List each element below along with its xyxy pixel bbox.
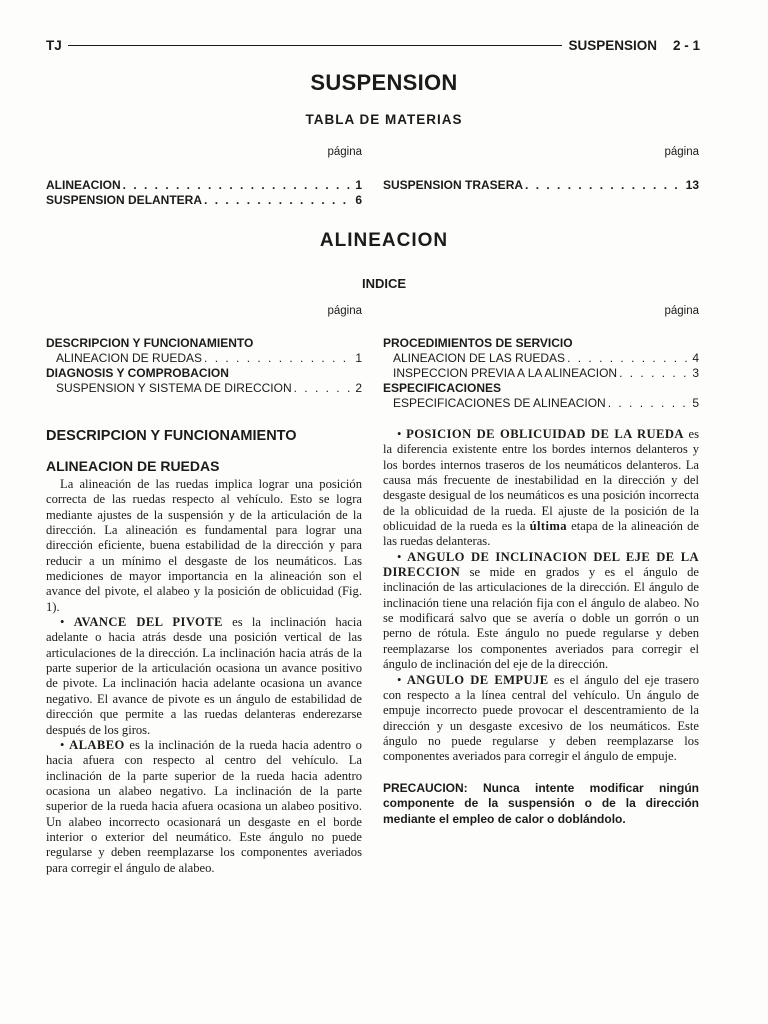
index-title: INDICE — [361, 276, 407, 291]
toc-entry-label: SUSPENSION DELANTERA — [46, 193, 203, 207]
index-entry-label: ESPECIFICACIONES DE ALINEACION — [393, 396, 606, 410]
toc-pagina-label-left: página — [327, 146, 362, 158]
leader-dots — [204, 351, 353, 366]
header-section: SUSPENSION — [568, 37, 657, 53]
index-right-column — [383, 336, 699, 411]
index-entry-label: SUSPENSION Y SISTEMA DE DIRECCION — [56, 381, 292, 395]
index-pagina-label-left: página — [327, 305, 362, 317]
bullet-term: AVANCE DEL PIVOTE — [73, 615, 223, 630]
section-title: ALINEACION — [319, 230, 449, 251]
header-left-code: TJ — [46, 37, 62, 53]
bullet-text: es el ángulo del eje trasero con respecto a la línea central del vehículo. Un ángulo de empuje incorrecto puede provocar el descentramiento de la dirección y un desgaste excesivo de los neumáticos. Este ángulo no puede regularse y deben reemplazarse los componentes averiados para corregir el ángulo de empuje. — [383, 672, 699, 764]
bullet-icon: • — [397, 672, 402, 687]
index-entry-page: 5 — [692, 396, 699, 410]
toc-entry[interactable] — [46, 178, 362, 193]
bullet-icon: • — [60, 615, 65, 630]
toc-entry-page: 6 — [355, 193, 362, 207]
bullet-paragraph — [46, 738, 362, 876]
toc-right-column — [383, 178, 699, 193]
bullet-term: ANGULO DE INCLINACION DEL EJE DE LA DIRECCION — [383, 549, 699, 580]
index-entry-page: 1 — [355, 351, 362, 365]
bullet-text: es la inclinación hacia adelante o hacia atrás desde una posición vertical de las articulaciones de la dirección. La inclinación hacia atrás de la parte superior de la articulación ocasiona un avance positivo de pivote. La inclinación hacia adelante ocasiona un avance negativo. El avance de pivote es un ángulo de estabilidad de dirección que permite a las ruedas delanteras enderezarse después de los giros. — [46, 615, 362, 737]
index-entry[interactable] — [383, 396, 699, 411]
index-entry-label: INSPECCION PREVIA A LA ALINEACION — [393, 366, 618, 380]
running-header — [46, 34, 700, 56]
bullet-term: POSICION DE OBLICUIDAD DE LA RUEDA — [406, 427, 684, 441]
bullet-term: ANGULO DE EMPUJE — [406, 672, 549, 687]
body-right-column — [383, 427, 699, 827]
body-heading: DESCRIPCION Y FUNCIONAMIENTO — [46, 428, 297, 444]
index-entry[interactable] — [383, 351, 699, 366]
bullet-text-after: etapa de la alineación de las ruedas delanteras. — [383, 519, 699, 549]
index-heading: DESCRIPCION Y FUNCIONAMIENTO — [46, 336, 254, 350]
index-pagina-label-right: página — [664, 305, 699, 317]
intro-paragraph: La alineación de las ruedas implica lograr una posición correcta de las ruedas respecto al vehículo. Esto se logra mediante ajustes de la suspensión y de la articulación de la dirección. La alineación es fundamental para lograr una dirección eficiente, buena estabilidad de la dirección y para reducir a un mínimo el desgaste de los neumáticos. Las mediciones de mayor importancia en la alineación son el avance del pivote, el alabeo y la posición de oblicuidad (Fig. 1). — [46, 477, 362, 614]
index-entry-page: 4 — [692, 351, 699, 365]
leader-dots — [608, 396, 691, 411]
body-left-column — [46, 428, 362, 876]
index-entry-label: ALINEACION DE RUEDAS — [56, 351, 203, 365]
index-entry[interactable] — [46, 351, 362, 366]
leader-dots — [567, 351, 690, 366]
body-subheading: ALINEACION DE RUEDAS — [46, 458, 220, 474]
index-entry-page: 2 — [355, 381, 362, 395]
index-entry[interactable] — [46, 381, 362, 396]
toc-entry[interactable] — [46, 193, 362, 208]
index-heading: DIAGNOSIS Y COMPROBACION — [46, 366, 229, 380]
bullet-paragraph — [383, 427, 699, 550]
bullet-icon: • — [397, 549, 402, 564]
leader-dots — [123, 178, 354, 193]
bullet-paragraph — [383, 550, 699, 673]
toc-entry-label: ALINEACION — [46, 178, 121, 192]
leader-dots — [619, 366, 690, 381]
bullet-term: ALABEO — [69, 737, 125, 752]
toc-pagina-label-right: página — [664, 146, 699, 158]
toc-title: TABLA DE MATERIAS — [305, 112, 463, 127]
bullet-icon: • — [60, 737, 65, 752]
index-heading: PROCEDIMIENTOS DE SERVICIO — [383, 336, 573, 350]
index-heading: ESPECIFICACIONES — [383, 381, 502, 395]
toc-entry-page: 1 — [355, 178, 362, 192]
index-entry[interactable] — [383, 366, 699, 381]
header-rule — [68, 45, 563, 46]
bullet-text: se mide en grados y es el ángulo de inclinación de las articulaciones de la dirección. El ángulo de inclinación tiene una relación fija con el ángulo de alabeo. No se modificará salvo que se avería o doble un gorrón o un perno de rótula. Este ángulo no puede regularse y deben reemplazarse los componentes averiados para corregir el ángulo de inclinación del eje de la dirección. — [383, 565, 699, 672]
bullet-icon: • — [397, 427, 402, 441]
index-entry-page: 3 — [692, 366, 699, 380]
leader-dots — [525, 178, 684, 193]
bullet-paragraph — [46, 615, 362, 738]
toc-entry-label: SUSPENSION TRASERA — [383, 178, 524, 192]
page-title: SUSPENSION — [310, 70, 458, 95]
index-entry-label: ALINEACION DE LAS RUEDAS — [393, 351, 566, 365]
toc-entry[interactable] — [383, 178, 699, 193]
header-page-number: 2 - 1 — [672, 37, 700, 53]
leader-dots — [294, 381, 354, 396]
bullet-text: es la diferencia existente entre los bordes internos delanteros y los bordes internos traseros de los neumáticos delanteros. La causa más frecuente de inestabilidad en la dirección y del desgaste desigual de los neumáticos es una posición incorrecta de la oblicuidad de la rueda. El ajuste de la posición de la oblicuidad de la rueda es la — [383, 427, 700, 534]
index-left-column — [46, 336, 362, 396]
bullet-paragraph — [383, 673, 699, 765]
leader-dots — [204, 193, 353, 208]
toc-left-column — [46, 178, 362, 208]
caution-notice: PRECAUCION: Nunca intente modificar ningún componente de la suspensión o de la dirección mediante el empleo de calor o doblándolo. — [383, 780, 699, 826]
bullet-emphasis: última — [529, 519, 568, 534]
toc-entry-page: 13 — [685, 178, 699, 192]
bullet-text: es la inclinación de la rueda hacia adentro o hacia afuera con respecto al centro del vehículo. La inclinación de la parte superior de la rueda hacia adentro ocasiona un alabeo negativo. La inclinación de la parte superior de la rueda hacia afuera ocasiona un alabeo positivo. Un alabeo incorrecto ocasionará un desgaste en el borde interior o exterior del neumático. Este ángulo no puede regularse y deben reemplazarse los componentes averiados para corregir el ángulo de alabeo. — [46, 737, 362, 875]
